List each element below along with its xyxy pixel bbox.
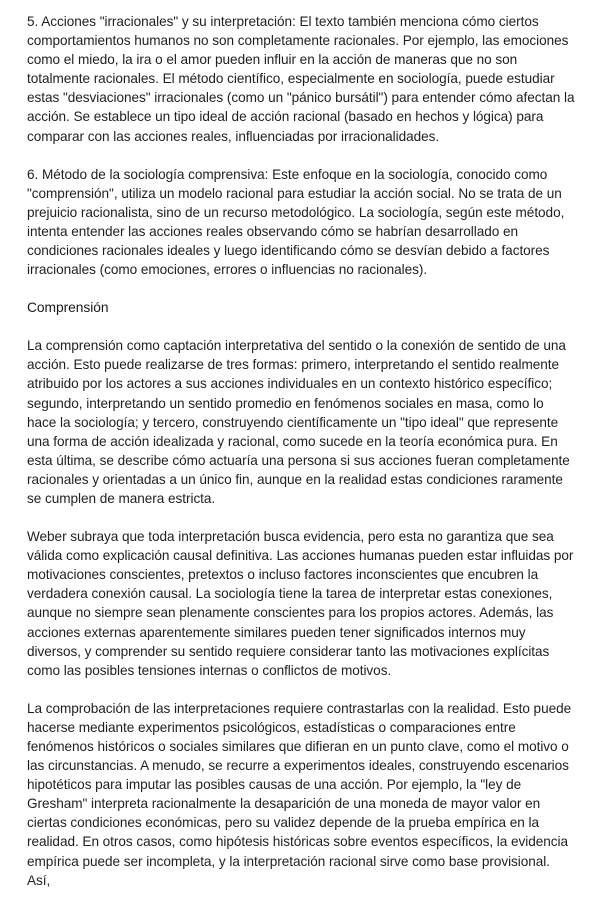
paragraph-comprension-definition: La comprensión como captación interpretativa del sentido o la conexión de sentido de una acción. Esto puede realizarse de tres formas: primero, interpretando el sentido realmente atribuido por los actores a sus acciones individuales en un contexto histórico específico; segundo, interpretando un sentido promedio en fenómenos sociales en masa, como lo hace la sociología; y tercero, construyendo científicamente un "tipo ideal" que represente una forma de acción idealizada y racional, como sucede en la teoría económica pura. En esta última, se describe cómo actuaría una persona si sus acciones fueran completamente racionales y orientadas a un único fin, aunque en la realidad estas condiciones raramente se cumplen de manera estricta. <box>27 338 570 506</box>
section-heading-comprension: Comprensión <box>27 300 109 316</box>
paragraph-verification: La comprobación de las interpretaciones requiere contrastarlas con la realidad. Esto puede hacerse mediante experimentos psicológicos, estadísticas o comparaciones entre fenómenos históricos o sociales similares que difieran en un punto clave, como el motivo o las circunstancias. A menudo, se recurre a experimentos ideales, construyendo escenarios hipotéticos para imputar las posibles causas de una acción. Por ejemplo, la "ley de Gresham" interpreta racionalmente la desaparición de una moneda de mayor valor en ciertas condiciones económicas, pero su validez depende de la prueba empírica en la realidad. En otros casos, como hipótesis históricas sobre eventos específicos, la evidencia empírica puede ser incompleta, y la interpretación racional sirve como base provisional. Así, <box>27 700 572 888</box>
document-body <box>27 12 575 909</box>
paragraph-irrational-actions: 5. Acciones "irracionales" y su interpretación: El texto también menciona cómo ciertos comportamientos humanos no son completamente racionales. Por ejemplo, las emociones como el miedo, la ira o el amor pueden influir en la acción de maneras que no son totalmente racionales. El método científico, especialmente en sociología, puede estudiar estas "desviaciones" irracionales (como un "pánico bursátil") para entender cómo afectan la acción. Se establece un tipo ideal de acción racional (basado en hechos y lógica) para comparar con las acciones reales, influenciadas por irracionalidades. <box>27 14 575 144</box>
paragraph-weber-evidence: Weber subraya que toda interpretación busca evidencia, pero esta no garantiza que sea válida como explicación causal definitiva. Las acciones humanas pueden estar influidas por motivaciones conscientes, pretextos o incluso factores inconscientes que encubren la verdadera conexión causal. La sociología tiene la tarea de interpretar estas conexiones, aunque no siempre sean plenamente conscientes para los propios actores. Además, las acciones externas aparentemente similares pueden tener significados internos muy diversos, y comprender su sentido requiere considerar tanto las motivaciones explícitas como las posibles tensiones internas o conflictos de motivos. <box>27 529 574 678</box>
paragraph-comprehensive-method: 6. Método de la sociología comprensiva: Este enfoque en la sociología, conocido como "comprensión", utiliza un modelo racional para estudiar la acción social. No se trata de un prejuicio racionalista, sino de un recurso metodológico. La sociología, según este método, intenta entender las acciones reales observando cómo se habrían desarrollado en condiciones racionales ideales y luego identificando cómo se desvían debido a factores irracionales (como emociones, errores o influencias no racionales). <box>27 166 565 278</box>
